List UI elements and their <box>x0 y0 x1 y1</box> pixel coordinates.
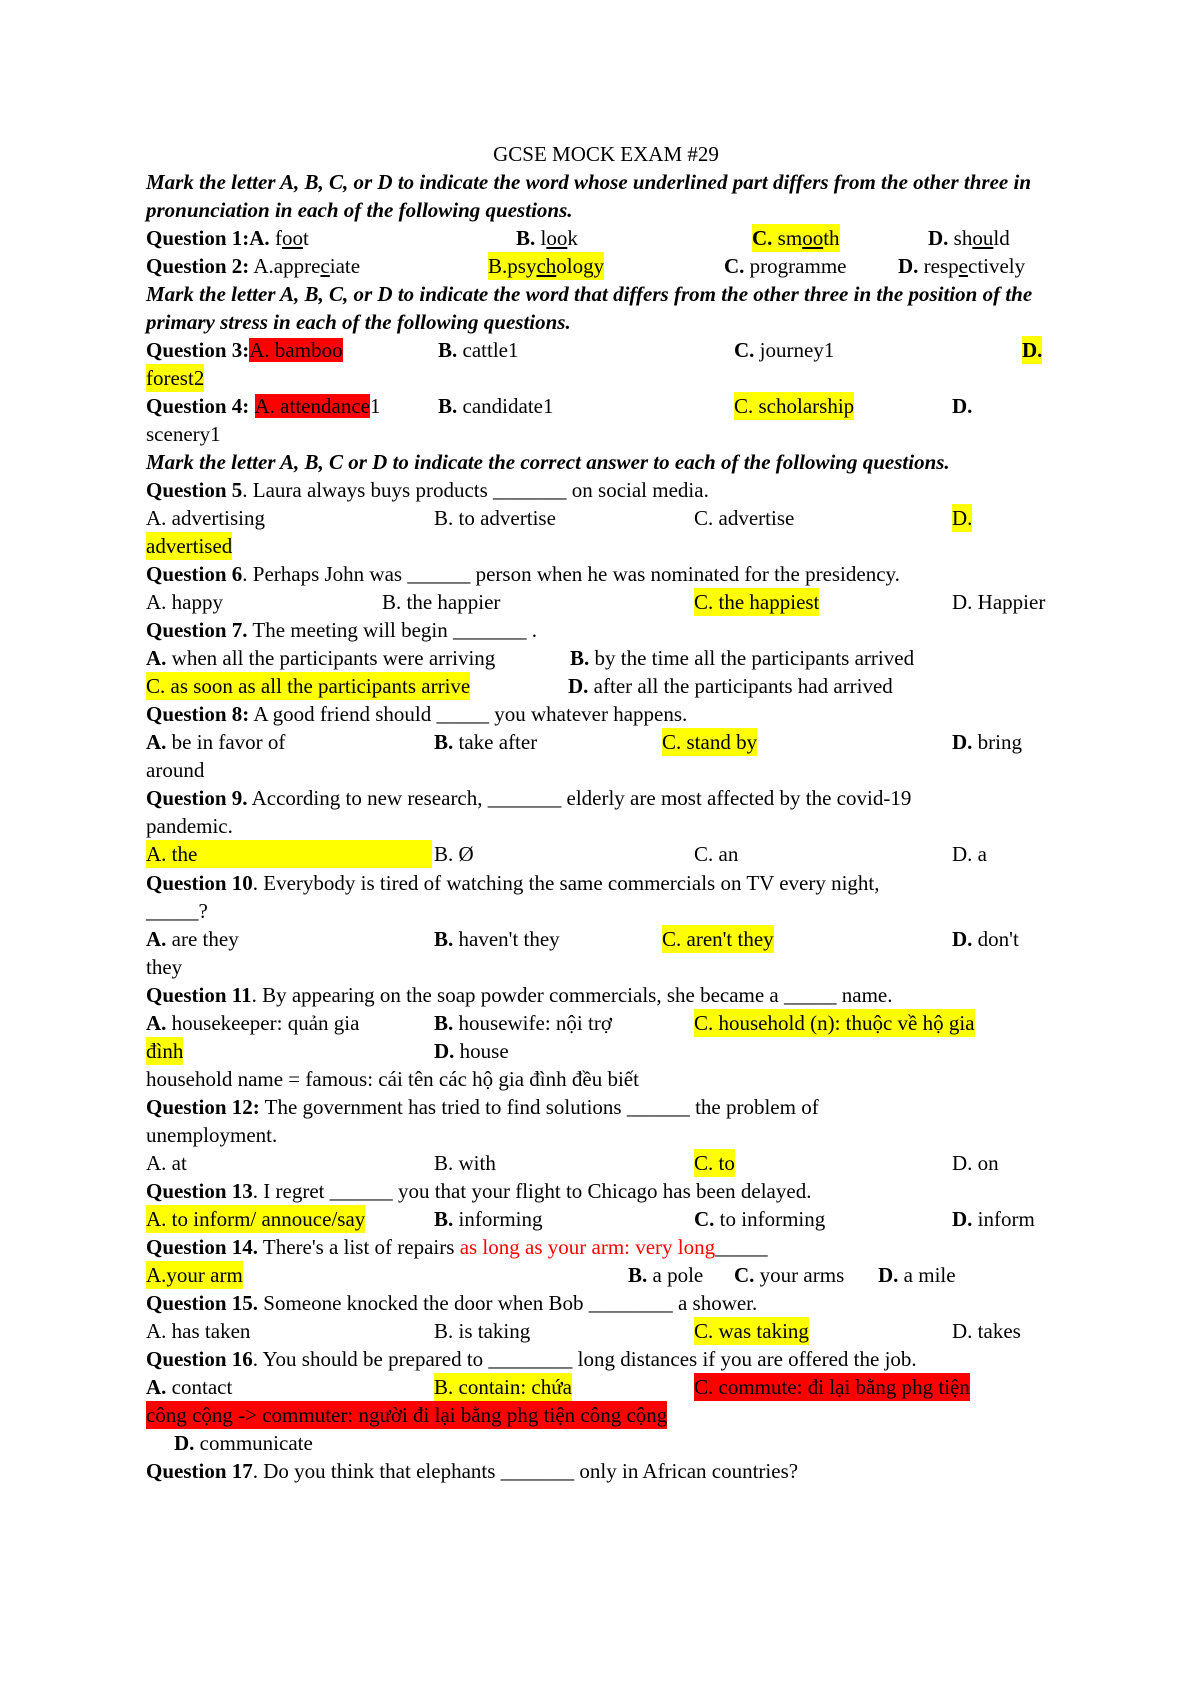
question-11 <box>146 981 1066 1009</box>
question-label: Question 10 <box>146 871 253 895</box>
question-10-cont2 <box>146 953 1066 981</box>
option-label: A. <box>146 646 167 670</box>
option-b: take after <box>453 730 538 754</box>
option-label: A. <box>253 254 274 278</box>
question-text: . Everybody is tired of watching the same commercials on TV every night, <box>252 871 880 895</box>
question-3-cont <box>146 364 1066 392</box>
option-b: is taking <box>453 1319 531 1343</box>
question-6 <box>146 560 1066 588</box>
option-d-cont: they <box>146 955 183 979</box>
option-c: an <box>713 842 739 866</box>
option-b: B. contain: chứa <box>434 1375 572 1399</box>
question-15 <box>146 1289 1066 1317</box>
red-annotation: as long as your arm: very long <box>459 1235 716 1259</box>
question-10-options <box>146 925 1066 953</box>
option-c: C. as soon as all the participants arrive <box>146 674 471 698</box>
question-text: . Laura always buys products _______ on social media. <box>242 478 709 502</box>
option-c-part: sm <box>772 226 803 250</box>
question-16-cont <box>146 1401 1066 1429</box>
question-label: Question 13 <box>146 1179 253 1203</box>
option-label: D. <box>878 1263 899 1287</box>
question-13 <box>146 1177 1066 1205</box>
question-label: Question 17 <box>146 1459 253 1483</box>
option-a: A. to inform/ annouce/say <box>146 1207 366 1231</box>
option-c-underlined: g <box>777 254 789 278</box>
question-text: The meeting will begin _______ . <box>247 618 538 642</box>
option-c: C. commute: đi lại bằng phg tiện <box>694 1375 970 1399</box>
blank: _____ <box>715 1235 768 1259</box>
option-c-cont: đình <box>146 1039 184 1063</box>
option-a: A. bamboo <box>249 338 343 362</box>
option-label: A. <box>146 1375 167 1399</box>
question-10 <box>146 869 1066 897</box>
option-b: informing <box>453 1207 543 1231</box>
question-11-options <box>146 1009 1066 1037</box>
question-5 <box>146 476 1066 504</box>
option-c: C. household (n): thuộc về hộ gia <box>694 1011 975 1035</box>
option-a: when all the participants were arriving <box>166 646 496 670</box>
question-8 <box>146 700 1066 728</box>
option-d-underlined: e <box>958 254 968 278</box>
option-a-underlined: oo <box>281 226 303 250</box>
option-a: A.your arm <box>146 1263 243 1287</box>
question-4-cont <box>146 420 1066 448</box>
option-label: D. <box>952 506 973 530</box>
question-9-options <box>146 840 1066 869</box>
question-text: Someone knocked the door when Bob ________ a shower. <box>258 1291 758 1315</box>
question-label: Question 2: <box>146 254 250 278</box>
option-d-part: resp <box>918 254 959 278</box>
option-label: C. <box>724 254 745 278</box>
exam-page <box>146 140 1066 1485</box>
question-7 <box>146 616 1066 644</box>
option-label: D. <box>434 1039 455 1063</box>
option-a: A. attendance <box>254 394 370 418</box>
option-label: A. <box>146 506 167 530</box>
question-17 <box>146 1457 1066 1485</box>
option-d: don't <box>972 927 1019 951</box>
option-c: C. to <box>694 1151 735 1175</box>
question-text: . I regret ______ you that your flight to Chicago has been delayed. <box>252 1179 812 1203</box>
option-label: B. <box>434 730 454 754</box>
option-label: D. <box>952 842 973 866</box>
option-a: be in favor of <box>166 730 286 754</box>
question-text: _____? <box>146 899 208 923</box>
question-label: Question 3: <box>146 338 250 362</box>
question-text: . Perhaps John was ______ person when he was nominated for the presidency. <box>242 562 900 586</box>
question-text: . You should be prepared to ________ long distances if you are offered the job. <box>252 1347 917 1371</box>
option-d-part: sh <box>948 226 973 250</box>
option-label: C. <box>694 506 714 530</box>
option-label: C. <box>694 842 714 866</box>
option-c-part: th <box>823 226 840 250</box>
question-5-cont <box>146 532 1066 560</box>
question-text: There's a list of repairs <box>258 1235 460 1259</box>
option-b: a pole <box>647 1263 704 1287</box>
option-label: D. <box>952 394 973 418</box>
option-label: A. <box>146 1319 167 1343</box>
option-a-part: t <box>302 226 309 250</box>
question-7-options-ab <box>146 644 1066 672</box>
option-d: a mile <box>898 1263 956 1287</box>
question-14 <box>146 1233 1066 1261</box>
option-c: to informing <box>714 1207 826 1231</box>
question-label: Question 7. <box>146 618 248 642</box>
option-c: C. the happiest <box>694 590 820 614</box>
option-label: A. <box>249 226 270 250</box>
option-label: C. <box>694 1207 715 1231</box>
option-label: B. <box>434 506 454 530</box>
question-text: The government has tried to find solutions ______ the problem of <box>259 1095 819 1119</box>
question-8-options <box>146 728 1066 756</box>
option-label: A. <box>146 927 167 951</box>
option-d-cont: around <box>146 758 205 782</box>
option-label: A. <box>146 730 167 754</box>
option-b-part: l <box>535 226 547 250</box>
option-label: A. <box>146 1151 167 1175</box>
question-label: Question 5 <box>146 478 243 502</box>
option-c: advertise <box>713 506 795 530</box>
question-label: Question 6 <box>146 562 243 586</box>
option-label: B. <box>434 842 454 866</box>
option-d: forest2 <box>146 366 205 390</box>
option-b: to advertise <box>453 506 556 530</box>
option-label: D. <box>174 1431 195 1455</box>
question-16-options <box>146 1373 1066 1401</box>
option-b: by the time all the participants arrived <box>589 646 915 670</box>
option-b: cattle1 <box>457 338 519 362</box>
option-d: inform <box>972 1207 1035 1231</box>
option-b: with <box>453 1151 496 1175</box>
page-title: GCSE MOCK EXAM #29 <box>493 142 719 166</box>
option-c-cont: công cộng -> commuter: người đi lại bằng phg tiện công cộng <box>146 1403 668 1427</box>
option-b-part: k <box>567 226 578 250</box>
option-label: B. <box>434 1151 454 1175</box>
option-label: B. <box>434 927 454 951</box>
option-label: B. <box>434 1319 454 1343</box>
option-a: housekeeper: quản gia <box>166 1011 360 1035</box>
option-c-part: pro <box>744 254 778 278</box>
question-text: A good friend should _____ you whatever happens. <box>249 702 688 726</box>
option-c: journey1 <box>754 338 835 362</box>
question-5-options <box>146 504 1066 532</box>
option-label: B. <box>434 1207 454 1231</box>
question-text: pandemic. <box>146 814 233 838</box>
option-d: after all the participants had arrived <box>588 674 893 698</box>
option-c: C. scholarship <box>734 394 855 418</box>
option-a: has taken <box>166 1319 251 1343</box>
option-label: D. <box>928 226 949 250</box>
question-label: Question 14. <box>146 1235 259 1259</box>
option-b: Ø <box>453 842 474 866</box>
option-c: C. stand by <box>662 730 758 754</box>
question-text: According to new research, _______ elderly are most affected by the covid-19 <box>247 786 912 810</box>
option-label: D. <box>952 927 973 951</box>
question-9 <box>146 784 1066 812</box>
option-d: communicate <box>194 1431 313 1455</box>
question-11-cont <box>146 1037 1066 1065</box>
question-10-cont <box>146 897 1066 925</box>
question-label: Question 9. <box>146 786 248 810</box>
option-a: A. the <box>146 840 432 868</box>
option-d-part: ctively <box>968 254 1026 278</box>
question-11-note <box>146 1065 1066 1093</box>
option-b-part: psy <box>507 254 537 278</box>
option-label: B. <box>570 646 590 670</box>
option-d-part: ld <box>993 226 1010 250</box>
question-label: Question 8: <box>146 702 250 726</box>
option-b: haven't they <box>453 927 560 951</box>
option-label: D. <box>568 674 589 698</box>
option-label: A <box>146 590 162 614</box>
option-label: B. <box>438 394 458 418</box>
question-text: . By appearing on the soap powder commercials, she became a _____ name. <box>251 983 893 1007</box>
question-3 <box>146 336 1066 364</box>
option-label: B. <box>438 338 458 362</box>
option-label: B. <box>516 226 536 250</box>
question-12-cont <box>146 1121 1066 1149</box>
option-d: Happier <box>972 590 1046 614</box>
option-d: scenery1 <box>146 422 221 446</box>
option-d: on <box>972 1151 999 1175</box>
option-c: your arms <box>754 1263 845 1287</box>
option-b: . the happier <box>396 590 501 614</box>
option-label: D. <box>898 254 919 278</box>
question-12 <box>146 1093 1066 1121</box>
question-13-options <box>146 1205 1066 1233</box>
question-label: Question 4: <box>146 394 255 418</box>
question-7-options-cd <box>146 672 1066 700</box>
question-label: Question 11 <box>146 983 252 1007</box>
option-label: B <box>382 590 397 614</box>
option-label: C. <box>734 1263 755 1287</box>
option-d: bring <box>972 730 1022 754</box>
option-a-underlined: c <box>320 254 330 278</box>
option-b: housewife: nội trợ <box>453 1011 612 1035</box>
option-a-part: f <box>269 226 282 250</box>
option-label: D. <box>1022 338 1043 362</box>
option-c: C. was taking <box>694 1319 809 1343</box>
question-1 <box>146 224 1066 252</box>
question-15-options <box>146 1317 1066 1345</box>
option-label: D. <box>952 1151 973 1175</box>
option-c-part: ramme <box>788 254 847 278</box>
instruction-stress: Mark the letter A, B, C, or D to indicate the word that differs from the other three in the position of the primary stress in each of the following questions. <box>146 282 1033 334</box>
instruction-correct-answer: Mark the letter A, B, C or D to indicate the correct answer to each of the following questions. <box>146 450 950 474</box>
option-d: a <box>972 842 987 866</box>
question-4 <box>146 392 1066 420</box>
option-b-part: ology <box>556 254 605 278</box>
option-a-part: appre <box>273 254 321 278</box>
option-d: house <box>454 1039 509 1063</box>
note-text: household name = famous: cái tên các hộ gia đình đều biết <box>146 1067 639 1091</box>
option-a-part: iate <box>329 254 361 278</box>
option-label: D. <box>952 1319 973 1343</box>
question-16 <box>146 1345 1066 1373</box>
option-label: B. <box>488 254 508 278</box>
option-a-suffix: 1 <box>369 394 381 418</box>
option-label: D. <box>952 1207 973 1231</box>
question-6-options <box>146 588 1066 616</box>
option-label: A. <box>146 1011 167 1035</box>
instruction-pronunciation: Mark the letter A, B, C, or D to indicate the word whose underlined part differs from the other three in pronunciation in each of the following questions. <box>146 170 1031 222</box>
option-a: are they <box>166 927 239 951</box>
option-d: takes <box>972 1319 1021 1343</box>
option-a: at <box>166 1151 187 1175</box>
option-a: . happy <box>161 590 223 614</box>
question-label: Question 16 <box>146 1347 253 1371</box>
question-label: Question 15. <box>146 1291 259 1315</box>
option-c-underlined: oo <box>802 226 824 250</box>
question-8-cont <box>146 756 1066 784</box>
option-label: C. <box>752 226 773 250</box>
option-a: advertising <box>166 506 265 530</box>
question-16-option-d <box>146 1429 1066 1457</box>
option-label: B. <box>434 1011 454 1035</box>
question-text: . Do you think that elephants _______ only in African countries? <box>252 1459 799 1483</box>
option-label: D. <box>952 590 973 614</box>
option-c: C. aren't they <box>662 927 774 951</box>
option-b-underlined: oo <box>546 226 568 250</box>
option-d: advertised <box>146 534 233 558</box>
question-2 <box>146 252 1066 280</box>
option-b-underlined: ch <box>536 254 557 278</box>
option-b: candidate1 <box>457 394 554 418</box>
option-label: C. <box>734 338 755 362</box>
option-d-underlined: ou <box>972 226 994 250</box>
question-text: unemployment. <box>146 1123 278 1147</box>
question-label: Question 1: <box>146 226 250 250</box>
option-label: B. <box>628 1263 648 1287</box>
option-label: D. <box>952 730 973 754</box>
question-label: Question 12: <box>146 1095 260 1119</box>
question-14-options <box>146 1261 1066 1289</box>
question-9-cont <box>146 812 1066 840</box>
option-a: contact <box>166 1375 233 1399</box>
question-12-options <box>146 1149 1066 1177</box>
